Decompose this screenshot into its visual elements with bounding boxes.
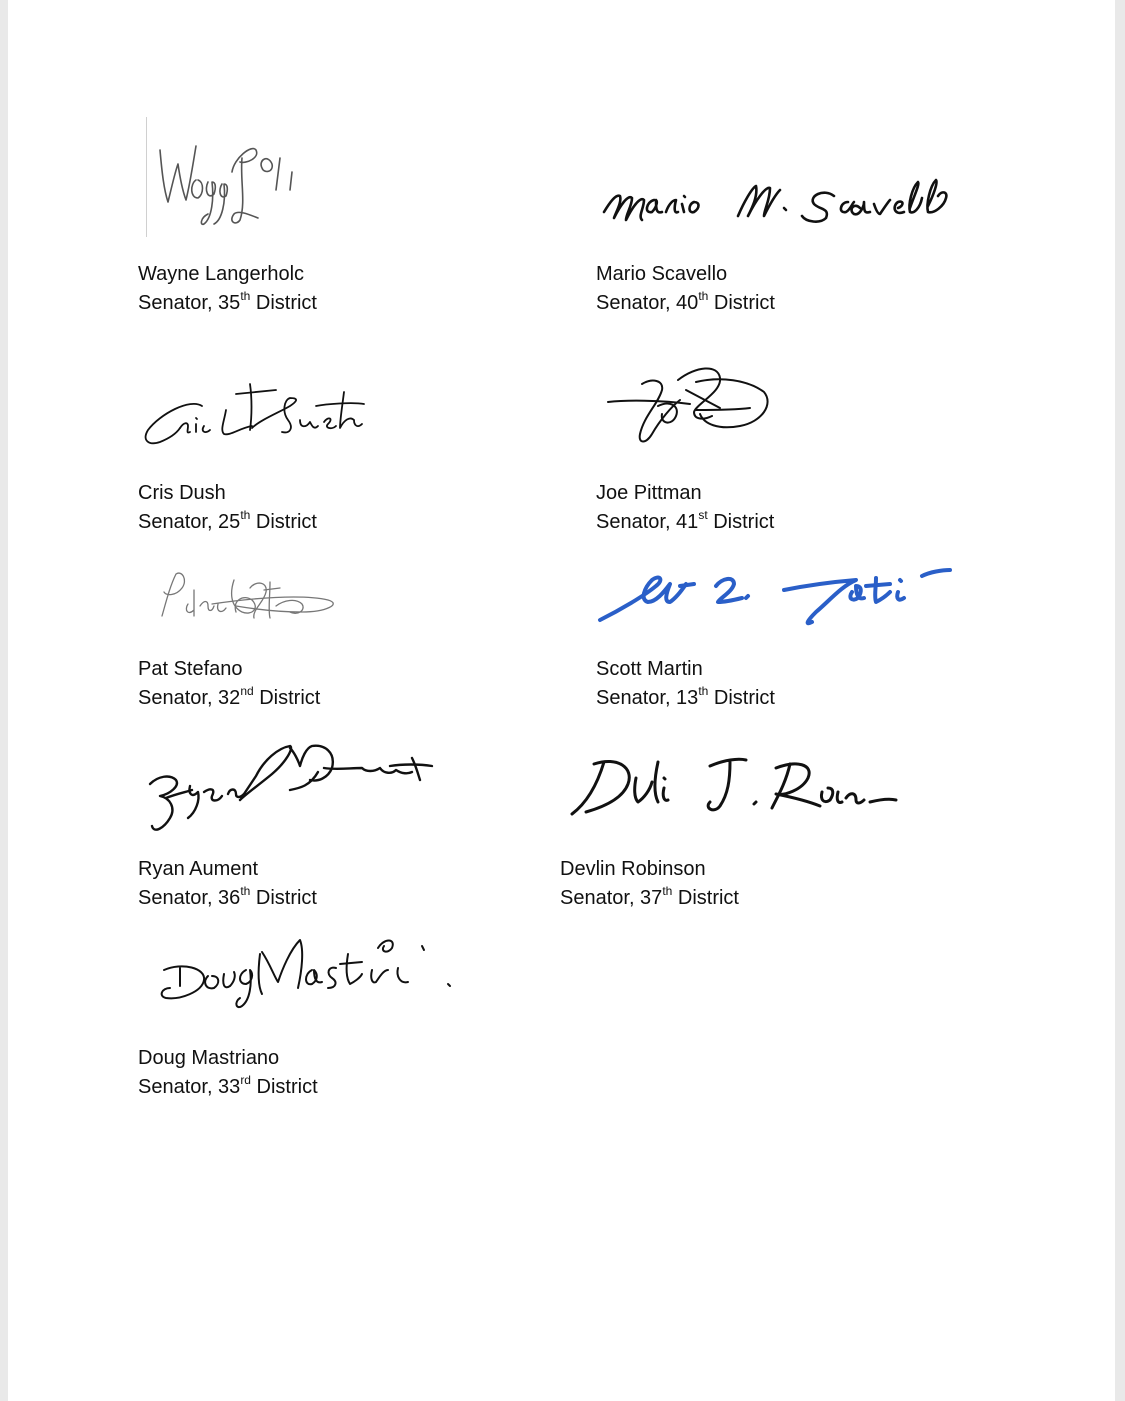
signatory-name: Doug Mastriano <box>138 1047 280 1069</box>
signature-scan-edge <box>146 117 147 237</box>
signatory-name: Wayne Langerholc <box>138 263 305 285</box>
signatory-name: Scott Martin <box>596 658 703 680</box>
signatory-name: Joe Pittman <box>596 482 702 504</box>
signatory-name: Pat Stefano <box>138 658 243 680</box>
signatory-title: Senator, 32nd District <box>138 684 321 709</box>
signatory-name: Cris Dush <box>138 482 226 504</box>
signature-pittman <box>600 360 775 452</box>
signature-martin <box>594 556 956 632</box>
signatory-title: Senator, 25th District <box>138 508 317 533</box>
signatory-name: Mario Scavello <box>596 263 728 285</box>
signature-scavello <box>598 168 958 238</box>
signatory-title: Senator, 36th District <box>138 884 317 909</box>
signatory-title: Senator, 33rd District <box>138 1073 318 1098</box>
signatory-title: Senator, 40th District <box>596 289 775 314</box>
signature-dush <box>140 368 370 453</box>
signature-aument <box>140 738 440 838</box>
signatory-name: Devlin Robinson <box>560 858 706 880</box>
signature-mastriano <box>152 930 462 1020</box>
signatory-title: Senator, 41st District <box>596 508 775 533</box>
signatory-name: Ryan Aument <box>138 858 259 880</box>
signatory-title: Senator, 37th District <box>560 884 739 909</box>
signature-langerholc <box>156 128 316 238</box>
signatory-title: Senator, 13th District <box>596 684 775 709</box>
document-page <box>8 0 1115 1401</box>
signatory-title: Senator, 35th District <box>138 289 317 314</box>
signature-stefano <box>152 560 342 635</box>
signature-robinson <box>564 748 904 824</box>
